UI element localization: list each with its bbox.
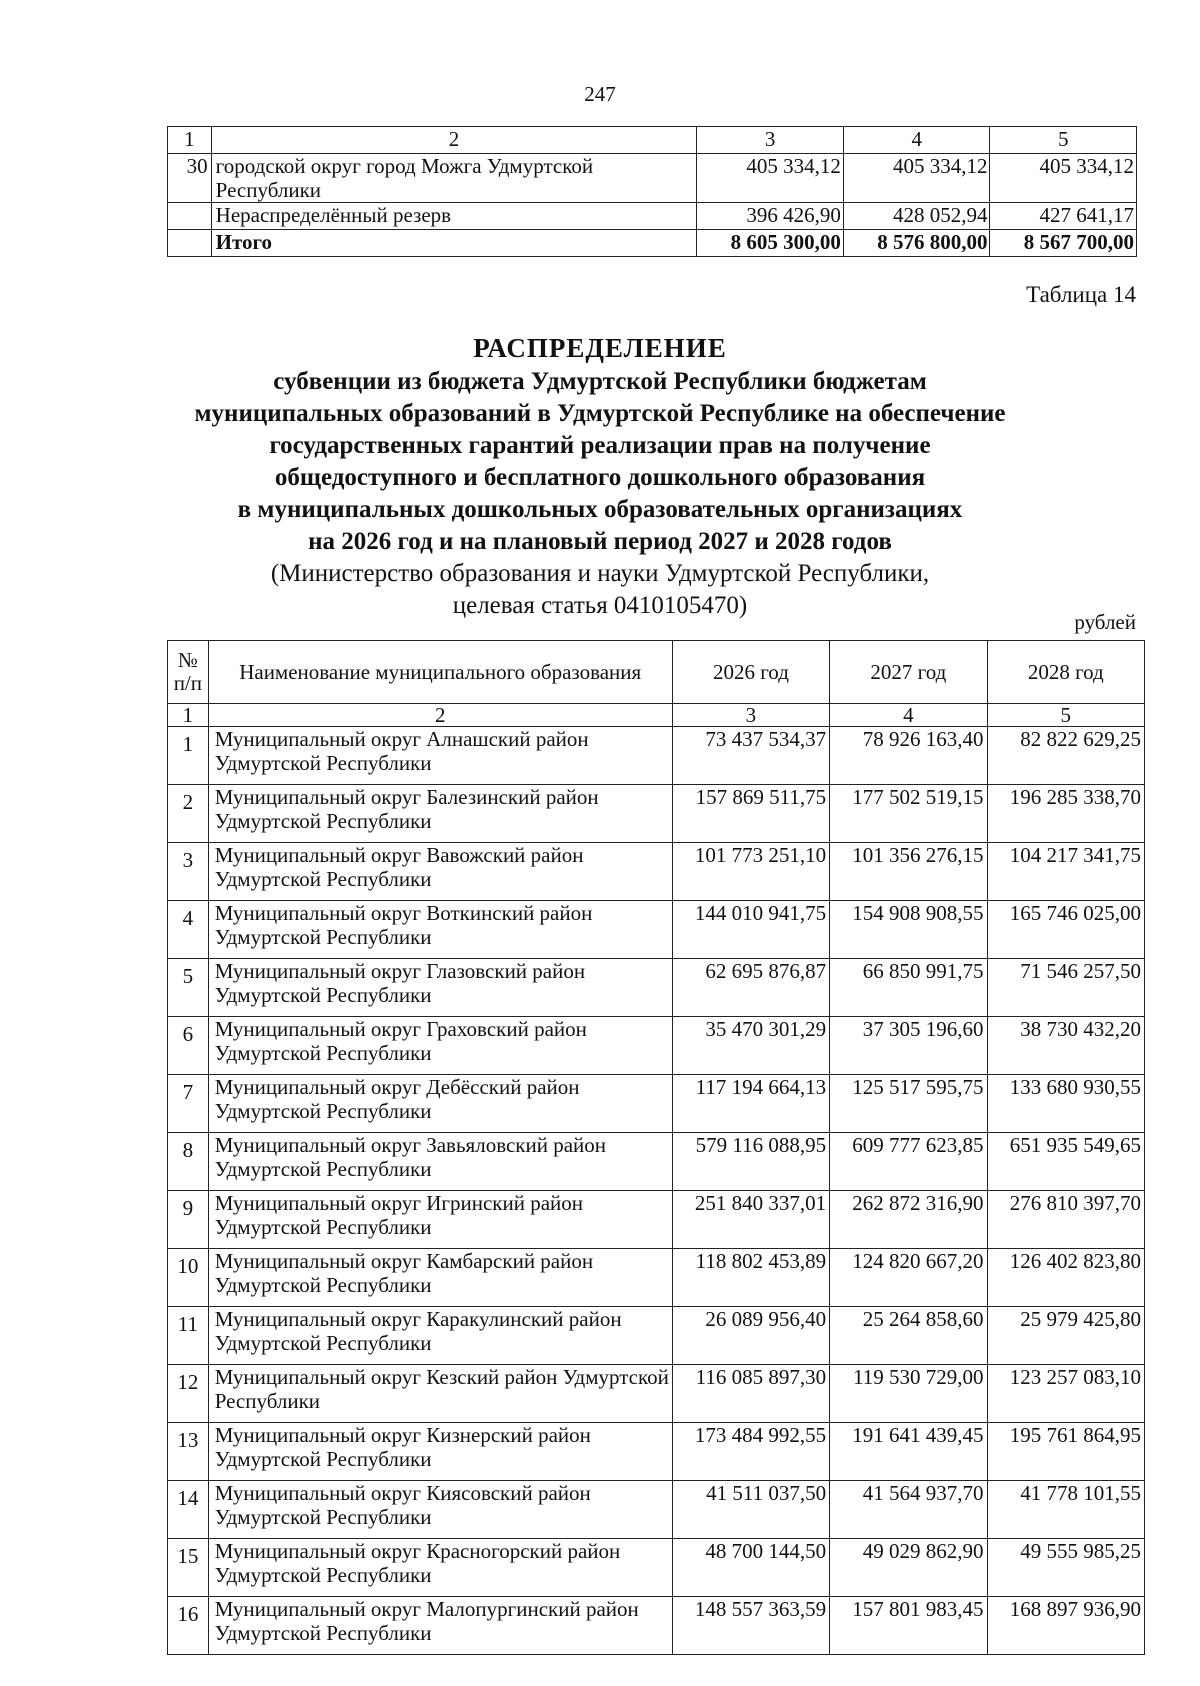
row-value-2028: 405 334,12 [990, 154, 1137, 203]
row-value-2026: 48 700 144,50 [672, 1539, 829, 1597]
title-line: на 2026 год и на плановый период 2027 и 2028 годов [308, 528, 892, 555]
row-name: Муниципальный округ Кизнерский район Удмуртской Республики [208, 1423, 672, 1481]
row-name: Муниципальный округ Малопургинский район Удмуртской Республики [208, 1597, 672, 1655]
row-number: 12 [168, 1365, 209, 1423]
table-row [168, 230, 1137, 257]
row-value-2026: 117 194 664,13 [672, 1075, 829, 1133]
row-value-2027: 66 850 991,75 [830, 959, 987, 1017]
row-value-2026: 41 511 037,50 [672, 1481, 829, 1539]
row-value-2026: 8 605 300,00 [697, 230, 844, 257]
row-name: Муниципальный округ Кезский район Удмуртской Республики [208, 1365, 672, 1423]
table-row [168, 1075, 1145, 1133]
row-value-2028: 427 641,17 [990, 203, 1137, 230]
row-value-2027: 177 502 519,15 [830, 785, 987, 843]
row-number [168, 203, 212, 230]
title-line: общедоступного и бесплатного дошкольного образования [274, 464, 926, 491]
row-number: 6 [168, 1017, 209, 1075]
table-row [168, 901, 1145, 959]
row-name: Муниципальный округ Дебёсский район Удмуртской Республики [208, 1075, 672, 1133]
row-name: Муниципальный округ Воткинский район Удмуртской Республики [208, 901, 672, 959]
col-number-1: 1 [168, 704, 209, 727]
row-name: Муниципальный округ Красногорский район Удмуртской Республики [208, 1539, 672, 1597]
row-number: 1 [168, 727, 209, 785]
row-name: Муниципальный округ Вавожский район Удмуртской Республики [208, 843, 672, 901]
table-row [168, 1249, 1145, 1307]
row-value-2027: 124 820 667,20 [830, 1249, 987, 1307]
distribution-table [167, 640, 1145, 1655]
title-line: муниципальных образований в Удмуртской Республике на обеспечение [194, 400, 1006, 427]
col-number-4: 4 [843, 127, 990, 154]
row-value-2026: 405 334,12 [697, 154, 844, 203]
header-name: Наименование муниципального образования [208, 641, 672, 704]
table-row [168, 959, 1145, 1017]
continuation-table [167, 126, 1137, 257]
row-number: 7 [168, 1075, 209, 1133]
col-number-2: 2 [208, 704, 672, 727]
row-value-2026: 396 426,90 [697, 203, 844, 230]
row-name: Муниципальный округ Алнашский район Удмуртской Республики [208, 727, 672, 785]
row-value-2028: 25 979 425,80 [987, 1307, 1144, 1365]
title-line: в муниципальных дошкольных образовательных организациях [237, 496, 963, 523]
row-value-2026: 62 695 876,87 [672, 959, 829, 1017]
row-value-2028: 196 285 338,70 [987, 785, 1144, 843]
table-row [168, 1423, 1145, 1481]
table-row [168, 785, 1145, 843]
row-value-2028: 195 761 864,95 [987, 1423, 1144, 1481]
row-name: Муниципальный округ Каракулинский район Удмуртской Республики [208, 1307, 672, 1365]
row-value-2027: 41 564 937,70 [830, 1481, 987, 1539]
row-value-2027: 428 052,94 [843, 203, 990, 230]
row-name: Итого [211, 230, 697, 257]
table-row [168, 1597, 1145, 1655]
row-number: 2 [168, 785, 209, 843]
row-number: 30 [168, 154, 212, 203]
row-value-2028: 651 935 549,65 [987, 1133, 1144, 1191]
row-number: 13 [168, 1423, 209, 1481]
row-value-2027: 101 356 276,15 [830, 843, 987, 901]
row-value-2028: 82 822 629,25 [987, 727, 1144, 785]
col-number-5: 5 [990, 127, 1137, 154]
col-number-3: 3 [697, 127, 844, 154]
title-note-line: целевая статья 0410105470) [452, 592, 748, 619]
row-value-2027: 262 872 316,90 [830, 1191, 987, 1249]
row-value-2026: 144 010 941,75 [672, 901, 829, 959]
row-value-2028: 71 546 257,50 [987, 959, 1144, 1017]
col-number-4: 4 [830, 704, 987, 727]
row-value-2027: 405 334,12 [843, 154, 990, 203]
row-number: 3 [168, 843, 209, 901]
row-number: 14 [168, 1481, 209, 1539]
title-note-line: (Министерство образования и науки Удмуртской Республики, [270, 560, 930, 587]
row-value-2027: 191 641 439,45 [830, 1423, 987, 1481]
row-name: Муниципальный округ Глазовский район Удмуртской Республики [208, 959, 672, 1017]
row-value-2028: 133 680 930,55 [987, 1075, 1144, 1133]
row-value-2027: 25 264 858,60 [830, 1307, 987, 1365]
row-number: 4 [168, 901, 209, 959]
table-row [168, 1481, 1145, 1539]
row-name: Муниципальный округ Балезинский район Удмуртской Республики [208, 785, 672, 843]
table-row [168, 1365, 1145, 1423]
row-value-2027: 154 908 908,55 [830, 901, 987, 959]
table-row [168, 1017, 1145, 1075]
row-value-2027: 49 029 862,90 [830, 1539, 987, 1597]
row-value-2026: 579 116 088,95 [672, 1133, 829, 1191]
header-2027: 2027 год [830, 641, 987, 704]
col-number-3: 3 [672, 704, 829, 727]
row-value-2028: 168 897 936,90 [987, 1597, 1144, 1655]
row-value-2026: 26 089 956,40 [672, 1307, 829, 1365]
row-name: Муниципальный округ Граховский район Удмуртской Республики [208, 1017, 672, 1075]
row-value-2027: 119 530 729,00 [830, 1365, 987, 1423]
row-value-2028: 123 257 083,10 [987, 1365, 1144, 1423]
row-name: Муниципальный округ Камбарский район Удмуртской Республики [208, 1249, 672, 1307]
row-name: Муниципальный округ Игринский район Удмуртской Республики [208, 1191, 672, 1249]
row-value-2027: 609 777 623,85 [830, 1133, 987, 1191]
header-2026: 2026 год [672, 641, 829, 704]
row-value-2026: 73 437 534,37 [672, 727, 829, 785]
header-row [168, 641, 1145, 704]
row-number: 15 [168, 1539, 209, 1597]
row-value-2027: 157 801 983,45 [830, 1597, 987, 1655]
row-value-2028: 276 810 397,70 [987, 1191, 1144, 1249]
table-row [168, 843, 1145, 901]
title-line: субвенции из бюджета Удмуртской Республики бюджетам [273, 368, 927, 395]
row-value-2028: 41 778 101,55 [987, 1481, 1144, 1539]
col-number-5: 5 [987, 704, 1144, 727]
row-value-2026: 251 840 337,01 [672, 1191, 829, 1249]
row-value-2026: 35 470 301,29 [672, 1017, 829, 1075]
page-number: 247 [584, 82, 616, 106]
column-number-row [168, 127, 1137, 154]
row-number [168, 230, 212, 257]
row-number: 8 [168, 1133, 209, 1191]
title-block [0, 330, 1200, 622]
table-row [168, 1539, 1145, 1597]
row-value-2026: 118 802 453,89 [672, 1249, 829, 1307]
row-number: 16 [168, 1597, 209, 1655]
row-number: 10 [168, 1249, 209, 1307]
table-row [168, 727, 1145, 785]
row-value-2028: 104 217 341,75 [987, 843, 1144, 901]
row-value-2027: 8 576 800,00 [843, 230, 990, 257]
row-name: Муниципальный округ Киясовский район Удмуртской Республики [208, 1481, 672, 1539]
row-value-2028: 49 555 985,25 [987, 1539, 1144, 1597]
row-value-2028: 165 746 025,00 [987, 901, 1144, 959]
table-row [168, 154, 1137, 203]
row-value-2026: 148 557 363,59 [672, 1597, 829, 1655]
row-name: Нераспределённый резерв [211, 203, 697, 230]
col-number-1: 1 [168, 127, 212, 154]
row-value-2027: 37 305 196,60 [830, 1017, 987, 1075]
table-row [168, 203, 1137, 230]
row-number: 11 [168, 1307, 209, 1365]
col-number-2: 2 [211, 127, 697, 154]
row-value-2028: 126 402 823,80 [987, 1249, 1144, 1307]
header-number: № п/п [168, 641, 209, 704]
title-main: РАСПРЕДЕЛЕНИЕ [473, 333, 727, 363]
row-number: 9 [168, 1191, 209, 1249]
row-name: Муниципальный округ Завьяловский район Удмуртской Республики [208, 1133, 672, 1191]
row-number: 5 [168, 959, 209, 1017]
row-value-2027: 78 926 163,40 [830, 727, 987, 785]
header-2028: 2028 год [987, 641, 1144, 704]
row-value-2026: 173 484 992,55 [672, 1423, 829, 1481]
row-name: городской округ город Можга Удмуртской Республики [211, 154, 697, 203]
row-value-2028: 8 567 700,00 [990, 230, 1137, 257]
row-value-2028: 38 730 432,20 [987, 1017, 1144, 1075]
row-value-2027: 125 517 595,75 [830, 1075, 987, 1133]
row-value-2026: 157 869 511,75 [672, 785, 829, 843]
table-label: Таблица 14 [1026, 282, 1136, 307]
table-row [168, 1307, 1145, 1365]
row-value-2026: 101 773 251,10 [672, 843, 829, 901]
title-line: государственных гарантий реализации прав на получение [269, 432, 931, 459]
column-number-row [168, 704, 1145, 727]
row-value-2026: 116 085 897,30 [672, 1365, 829, 1423]
units-label: рублей [1074, 610, 1136, 634]
table-row [168, 1133, 1145, 1191]
table-row [168, 1191, 1145, 1249]
